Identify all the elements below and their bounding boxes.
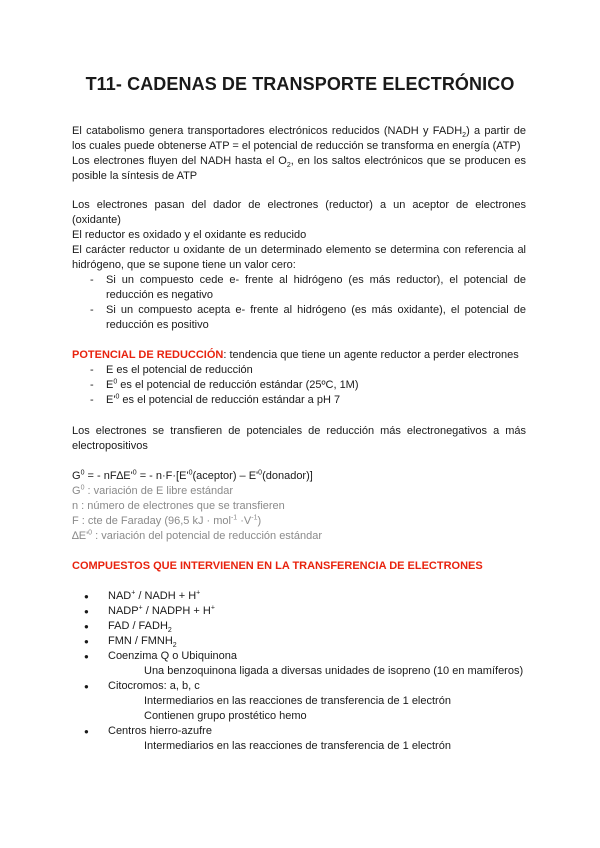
list-item: - E es el potencial de reducción [72,363,526,378]
formula-section [72,469,526,544]
intro-section [72,124,526,184]
compuestos-list [72,679,542,694]
redox-paragraph-2: El reductor es oxidado y el oxidante es reducido [72,229,307,241]
redox-list [72,273,526,333]
list-item: - Si un compuesto cede e- frente al hidrógeno (es más reductor), el potencial de reducción es negativo [72,273,526,303]
potencial-list [72,363,526,408]
intro-paragraph-2: Los electrones fluyen del NADH hasta el $O_2$, en los saltos electrónicos que se producen es posible la síntesis de ATP [72,155,526,182]
list-item: - $E^0$ es el potencial de reducción estándar (25ºC, 1M) [72,378,526,393]
redox-paragraph-1: Los electrones pasan del dador de electrones (reductor) a un aceptor de electrones (oxidante) [72,199,526,226]
compuestos-list [72,724,542,739]
potencial-section [72,348,526,408]
formula-def-delta-e: $\Delta E'^0$ : variación del potencial de reducción estándar [72,529,322,542]
section-heading: COMPUESTOS QUE INTERVIENEN EN LA TRANSFERENCIA DE ELECTRONES [72,560,483,572]
list-item: ● FAD / $FADH_2$ [72,619,542,634]
transfer-paragraph: Los electrones se transfieren de potenciales de reducción más electronegativos a más electropositivos [72,425,526,452]
list-item: ● NADP+ / NADPH + H+ [72,604,542,619]
list-subitem: Intermediarios en las reacciones de transferencia de 1 electrón [144,695,451,707]
formula-def-g: $G^0$ : variación de E libre estándar [72,484,234,497]
list-subitem: Una benzoquinona ligada a diversas unidades de isopreno (10 en mamíferos) [144,665,524,677]
formula-line: $G^0$ = - $nF\Delta E'^0$ = - $n\cdot F\cdot[E'^0(aceptor)$ – $E'^0(donador)$] [72,469,313,482]
formula-def-f: F : cte de Faraday (96,5 kJ · $mol^{-1} \cdot V^{-1}$) [72,514,262,527]
list-item: ● Coenzima Q o Ubiquinona [72,649,542,664]
redox-section [72,198,526,333]
transfer-section [72,424,526,454]
list-item: ● FMN / $FMNH_2$ [72,634,542,649]
compuestos-heading-block [72,559,526,574]
list-item: - Si un compuesto acepta e- frente al hidrógeno (es más oxidante), el potencial de reducción es positivo [72,303,526,333]
redox-paragraph-3: El carácter reductor u oxidante de un determinado elemento se determina con referencia al hidrógeno, que se supone tiene un valor cero: [72,244,526,271]
list-item: ● Citocromos: a, b, c [72,679,542,694]
potencial-definition: POTENCIAL DE REDUCCIÓN: tendencia que tiene un agente reductor a perder electrones [72,349,519,361]
section-heading: POTENCIAL DE REDUCCIÓN [72,349,224,361]
list-item: ● Centros hierro-azufre [72,724,542,739]
page-title: T11- CADENAS DE TRANSPORTE ELECTRÓNICO [85,74,515,94]
list-item: - $E'^0$ es el potencial de reducción estándar a pH 7 [72,393,526,408]
list-item: ● NAD+ / NADH + H+ [72,589,542,604]
compuestos-section [72,589,542,754]
list-subitem: Contienen grupo prostético hemo [144,710,307,722]
list-subitem: Intermediarios en las reacciones de transferencia de 1 electrón [144,740,451,752]
intro-paragraph-1: El catabolismo genera transportadores electrónicos reducidos (NADH y $FADH_2$) a partir de los cuales puede obtenerse ATP = el potencial de reducción se transforma en energía (ATP) [72,125,527,152]
formula-def-n: n : número de electrones que se transfieren [72,500,285,512]
compuestos-list [72,589,542,664]
